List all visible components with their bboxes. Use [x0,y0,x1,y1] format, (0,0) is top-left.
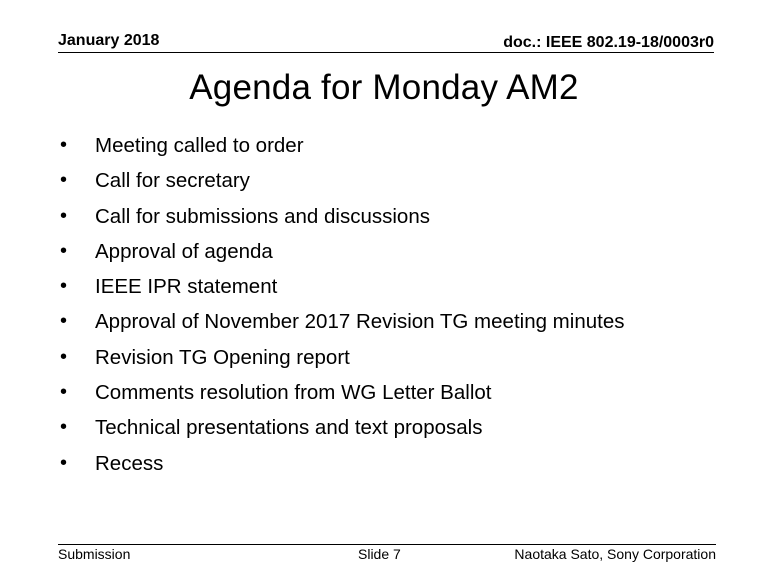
footer-divider [58,544,716,545]
bullet-icon: • [60,416,68,439]
agenda-item [60,128,624,163]
agenda-item [60,410,624,445]
agenda-item-text: Revision TG Opening report [95,345,350,369]
bullet-icon: • [60,169,68,192]
agenda-item-text: Approval of November 2017 Revision TG meeting minutes [95,310,625,334]
footer-submission: Submission [58,546,131,562]
bullet-icon: • [60,381,68,404]
agenda-item-text: Approval of agenda [95,239,273,263]
agenda-item-text: Call for submissions and discussions [95,204,430,228]
agenda-item-text: Technical presentations and text proposals [95,416,483,440]
agenda-item-text: Recess [95,451,164,475]
bullet-icon: • [60,345,68,368]
agenda-item-text: IEEE IPR statement [95,275,278,299]
header-date: January 2018 [58,32,160,49]
bullet-icon: • [60,239,68,262]
agenda-item [60,269,624,304]
header-divider [58,52,714,53]
agenda-item [60,304,624,339]
agenda-item [60,375,624,410]
bullet-icon: • [60,451,68,474]
bullet-icon: • [60,204,68,227]
agenda-item [60,199,624,234]
header-doc-id: doc.: IEEE 802.19-18/0003r0 [503,34,714,51]
agenda-item-text: Comments resolution from WG Letter Ballot [95,381,492,405]
agenda-item-text: Meeting called to order [95,134,304,157]
footer-slide-number: Slide 7 [358,546,401,562]
agenda-item [60,163,624,198]
bullet-icon: • [60,310,68,333]
bullet-icon: • [60,275,68,298]
agenda-item [60,340,624,375]
agenda-item-text: Call for secretary [95,169,250,193]
agenda-item [60,234,624,269]
agenda-list [60,128,624,481]
bullet-icon: • [60,134,68,156]
footer-author: Naotaka Sato, Sony Corporation [514,546,716,562]
agenda-item [60,446,624,481]
slide-title: Agenda for Monday AM2 [189,68,579,107]
